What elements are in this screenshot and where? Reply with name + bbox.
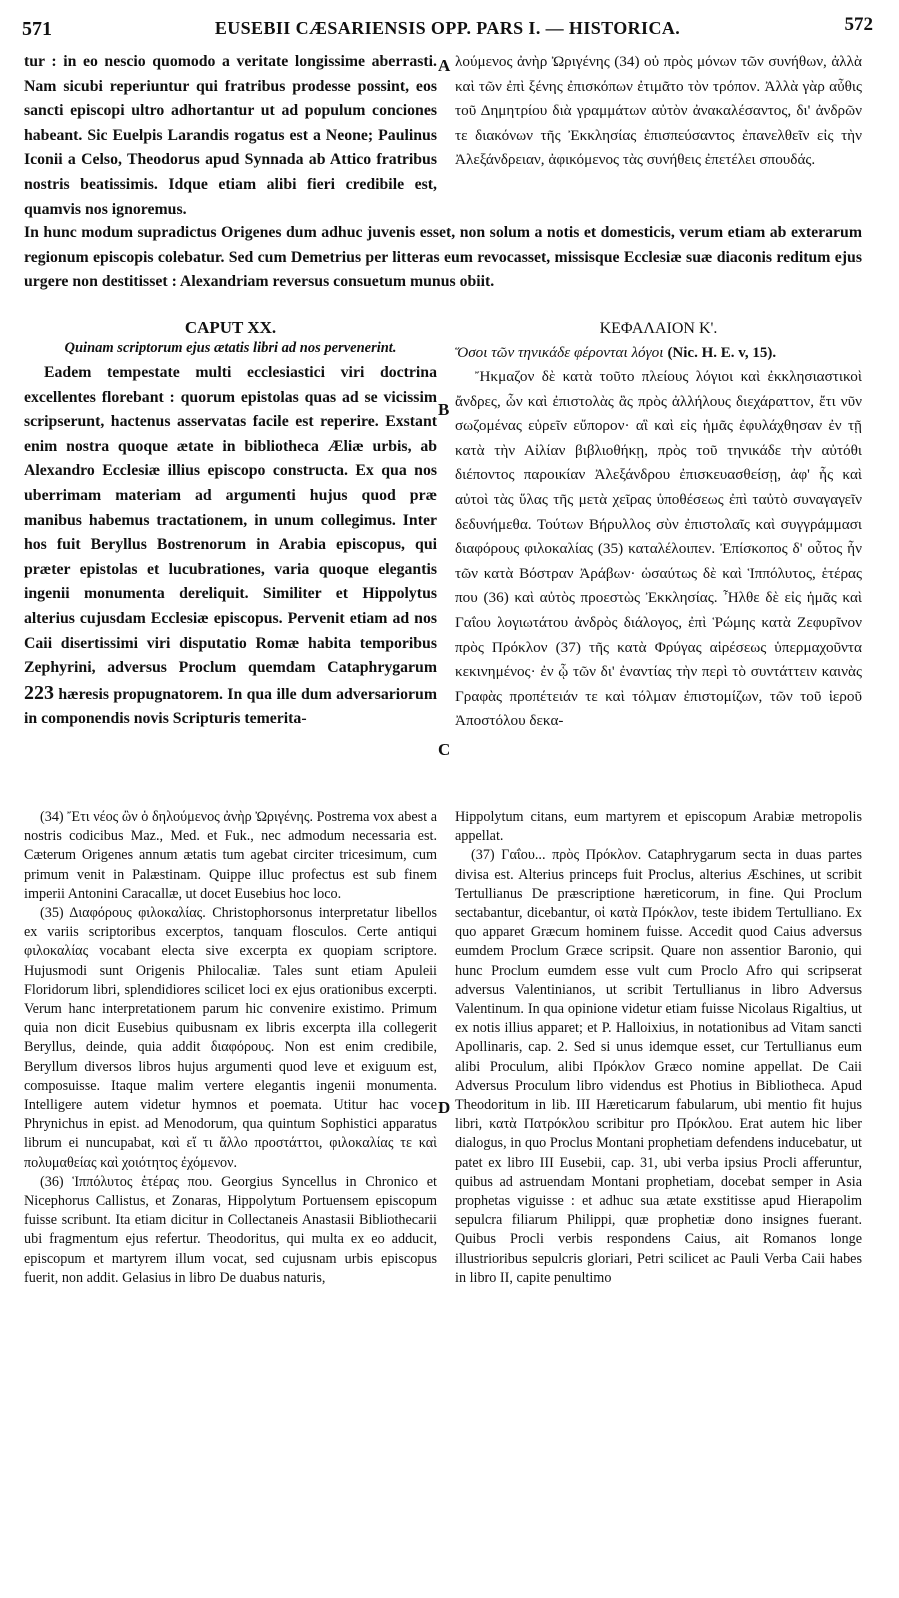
margin-letter-c: C	[438, 740, 451, 759]
running-title: EUSEBII CÆSARIENSIS OPP. PARS I. — HISTORICA.	[214, 18, 681, 38]
footnote-37: (37) Γαΐου... πρὸς Πρόκλον. Cataphrygarum secta in duas partes divisa est. Alterius princeps fuit Proclus, alterius Æschines, ut scribit Tertullianus De præscriptione hæreticorum, in fine. Qui Proclum sectabantur, dicebantur, οἱ κατὰ Πρόκλον, teste ibidem Tertulliano. Ex quo apparet Græcum hominem fuisse. Accedit quod Caius adversus eumdem Proclum Græce scripsit. Quare non assentior Baronio, qui hunc Proclum eumdem esse vult cum Proclo Afro qui scripserat adversus Valentinianos, ut scribit Tertullianus in libro Adversus Valentinum. In qua opinione videtur etiam fuisse Nicolaus Rigaltius, ut ex notis illius apparet; et P. Halloixius, in notationibus ad Vitam sancti Apollinaris, cap. 2. Sed si unus idemque esset, cur Tertullianus eum alibi Proculum, alibi Πρόκλον Græco nomine appellat. De Caii Adversus Proculum libro videndus est Photius in Bibliotheca. Apud Theodoritum in lib. III Hæreticarum fabularum, ubi mentio fit hujus libri, κατὰ Πατρόκλου scribitur pro Πρόκλου. Erat autem hic liber dialogus, in quo Proclus Montani prophetiam defendens inducebatur, ut patet ex libro III Eusebii, cap. 31, ubi verba ipsius Procli afferuntur, quibus ad astruendam Montani prophetiam, docebat semper in Asia prophetas viguisse : et adhuc sua ætate exstitisse apud Hierapolim sepulcra filiarum Philippi, quæ prophetiæ dono insignes fuerant. Quibus Procli verbis respondens Caius, ait Romanos longe illustrioribus sepulcris gloriari, Petri scilicet ac Pauli Verba Caii habes in libro II, capite penultimo	[455, 847, 862, 1286]
footnote-34: (34) Ἔτι νέος ὢν ὁ δηλούμενος ἀνὴρ Ὠριγένης. Postrema vox abest a nostris codicibus Maz., Med. et Fuk., nec admodum necessaria est. Cæterum Origenes annum ætatis tum agebat circiter tricesimum, cum primum venit in Palæstinam. Quippe illuc profectus est sub finem imperii Antonini Caracallæ, ut docet Eusebius hoc loco.	[24, 809, 437, 902]
page-number-right: 572	[844, 14, 873, 35]
margin-letter-a: A	[438, 56, 451, 75]
chapter-subtitle-latin: Quinam scriptorum ejus ætatis libri ad nos pervenerint.	[64, 340, 397, 356]
footnote-35: (35) Διαφόρους φιλοκαλίας. Christophorsonus interpretatur libellos ex variis scriptoribus excerptos, tanquam flosculos. Certe antiqui φιλοκαλίας vocabant electa sive excerpta ex quopiam scriptore. Hujusmodi sunt Origenis Philocaliæ. Tales sunt etiam Apuleii Floridorum libri, splendidiores scilicet loci ex ejus orationibus excerpti. Verum hanc interpretationem parum hic convenire existimo. Primum quia non dicit Eusebius quibusnam ex libris excerpta illa collegerit Beryllus, deinde, quia addit διαφόρους. Non est enim credibile, Beryllum diversos libros hujus argumenti quod leve et exiguum est, composuisse. Itaque malim vertere elegantis ingenii monumenta. Intelligere autem videtur hymnos et poemata. Utitur hac voce Phrynichus in epist. ad Menodorum, qua quintum Sophistici apparatus librum ei nuncupabat, καὶ εἴ τι ἄλλο προστάττοι, φιλοκαλίας τε καὶ πολυμαθείας καὶ χοιότητος ἐχόμενον.	[24, 905, 437, 1171]
greek-column-top	[455, 50, 862, 173]
footnote-36: (36) Ἱππόλυτος ἑτέρας που. Georgius Syncellus in Chronico et Nicephorus Callistus, et Zonaras, Hippolytum Portuensem episcopum fuisse scribunt. Ita etiam dicitur in Collectaneis Anastasii Bibliothecarii ubi fragmentum ejus refertur. Theodoritus, qui multa ex eo adducit, episcopum et martyrem illum vocat, sed cujusnam urbis episcopus fuerit, non addit. Gelasius in libro De duabus naturis,	[24, 1173, 437, 1286]
footnote-36-continued: Hippolytum citans, eum martyrem et episcopum Arabiæ metropolis appellat.	[455, 809, 862, 845]
greek-paragraph-top: λούμενος ἀνὴρ Ὠριγένης (34) οὐ πρὸς μόνων τῶν συνήθων, ἀλλὰ καὶ τῶν ἐπὶ ξένης ἐπισκόπων ἐτιμᾶτο τὸν τρόπον. Ἀλλὰ γὰρ αὖθις τοῦ Δημητρίου διὰ γραμμάτων αὐτὸν ἀνακαλέσαντος, δι' ἀνδρῶν τε διακόνων τῆς Ἐκκλησίας ἐπισπεύσαντος ἐπανελθεῖν εἰς τὴν Ἀλεξάνδρειαν, ἀφικόμενος τὰς συνήθεις ἐπετέλει σπουδάς.	[455, 53, 862, 169]
greek-column-chapter	[455, 317, 862, 734]
latin-chapter-text: Eadem tempestate multi ecclesiastici viri doctrina excellentes florebant : quorum epistolas quas ad se vicissim scripserunt, hactenus asservatas facile est reperire. Exstant enim nostra quoque ætate in bibliotheca Æliæ urbis, ab Alexandro Ecclesiæ illius episcopo constructa. Ex qua nos uberrimam materiam ad argumenti hujus quod præ manibus habemus tractationem, in unum collegimus. Inter hos fuit Beryllus Bostrenorum in Arabia episcopus, qui præter epistolas et lucubrationes, varia quoque elegantis ingenii monumenta dereliquit. Similiter et Hippolytus alterius cujusdam Ecclesiæ episcopus. Pervenit etiam ad nos Caii disertissimi viri disputatio Romæ habita temporibus Zephyrini, adversus Proclum quemdam Cataphrygarum	[24, 364, 437, 677]
latin-paragraph-top: tur : in eo nescio quomodo a veritate longissime aberrasti. Nam sicubi reperiuntur qui fratribus prodesse possint, eos sancti episcopi ultro adhortantur ut ad populum conciones habeant. Sic Euelpis Larandis rogatus est a Neone; Paulinus Iconii a Celso, Theodorus apud Synnada ab Attico fratribus nostris beatissimis. Idque etiam alibi fieri credibile est, quamvis nos ignoremus.	[24, 53, 437, 218]
page-number-left: 571	[22, 18, 52, 40]
latin-paragraph-span: In hunc modum supradictus Origenes dum adhuc juvenis esset, non solum a notis et domesticis, verum etiam ab exterarum regionum episcopis colebatur. Sed cum Demetrius per litteras eum revocasset, missisque Ecclesiæ suæ diaconis reditum ejus urgere non destitisset : Alexandriam reversus consuetum munus obiit.	[24, 224, 862, 291]
margin-letter-d: D	[438, 1098, 451, 1117]
chapter-title-latin: CAPUT XX.	[184, 318, 277, 337]
latin-column-chapter	[24, 317, 437, 732]
chapter-reference: (Nic. H. E. v, 15).	[667, 345, 777, 361]
greek-chapter-text: Ἤκμαζον δὲ κατὰ τοῦτο πλείους λόγιοι καὶ ἐκκλησιαστικοὶ ἄνδρες, ὧν καὶ ἐπιστολὰς ἃς πρὸς ἀλλήλους διεχάραττον, ἔτι νῦν σωζομένας εὑρεῖν εὔπορον· αἳ καὶ εἰς ἡμᾶς ἐφυλάχθησαν ἐν τῇ κατὰ τὴν Αἰλίαν βιβλιοθήκῃ, πρὸς τοῦ τηνικάδε τὴν αὐτόθι διέποντος παροικίαν Ἀλεξάνδρου ἐπισκευασθείσῃ, ἀφ' ἧς καὶ αὐτοὶ τὰς ὕλας τῆς μετὰ χεῖρας ὑποθέσεως ἐπὶ ταὐτὸ συναγαγεῖν δεδυνήμεθα. Τούτων Βήρυλλος σὺν ἐπιστολαῖς καὶ συγγράμμασι διαφόρους φιλοκαλίας (35) καταλέλοιπεν. Ἐπίσκοπος δ' οὗτος ἦν τῶν κατὰ Βόστραν Ἀράβων· ὡσαύτως δὲ καὶ Ἱππόλυτος, ἑτέρας που (36) καὶ αὐτὸς προεστὼς Ἐκκλησίας. Ἦλθε δὲ εἰς ἡμᾶς καὶ Γαΐου λογιωτάτου ἀνδρὸς διάλογος, ἐπὶ Ῥώμης κατὰ Ζεφυρῖνον πρὸς Πρόκλον (37) τῆς κατὰ Φρύγας αἱρέσεως ὑπερμαχοῦντα κεκινημένος· ἐν ᾧ τῶν δι' ἐναντίας τὴν περὶ τὸ συντάττειν καινὰς Γραφὰς προπέτειάν τε καὶ τόλμαν ἐπιστομίζων, τῶν τοῦ ἱεροῦ Ἀποστόλου δεκα-	[455, 368, 862, 730]
latin-chapter-text-cont: hæresis propugnatorem. In qua ille dum adversariorum in componendis novis Scripturis temerita-	[24, 685, 437, 728]
chapter-subtitle-greek: Ὅσοι τῶν τηνικάδε φέρονται λόγοι	[455, 344, 664, 361]
running-head	[22, 14, 873, 44]
footnotes-left	[24, 808, 437, 1288]
inline-page-number: 223	[24, 681, 54, 704]
margin-letter-b: B	[438, 400, 450, 419]
latin-full-span	[24, 221, 862, 295]
latin-column-top	[24, 50, 437, 222]
chapter-title-greek: ΚΕΦΑΛΑΙΟΝ Κ'.	[599, 320, 718, 337]
footnotes-right	[455, 808, 862, 1288]
